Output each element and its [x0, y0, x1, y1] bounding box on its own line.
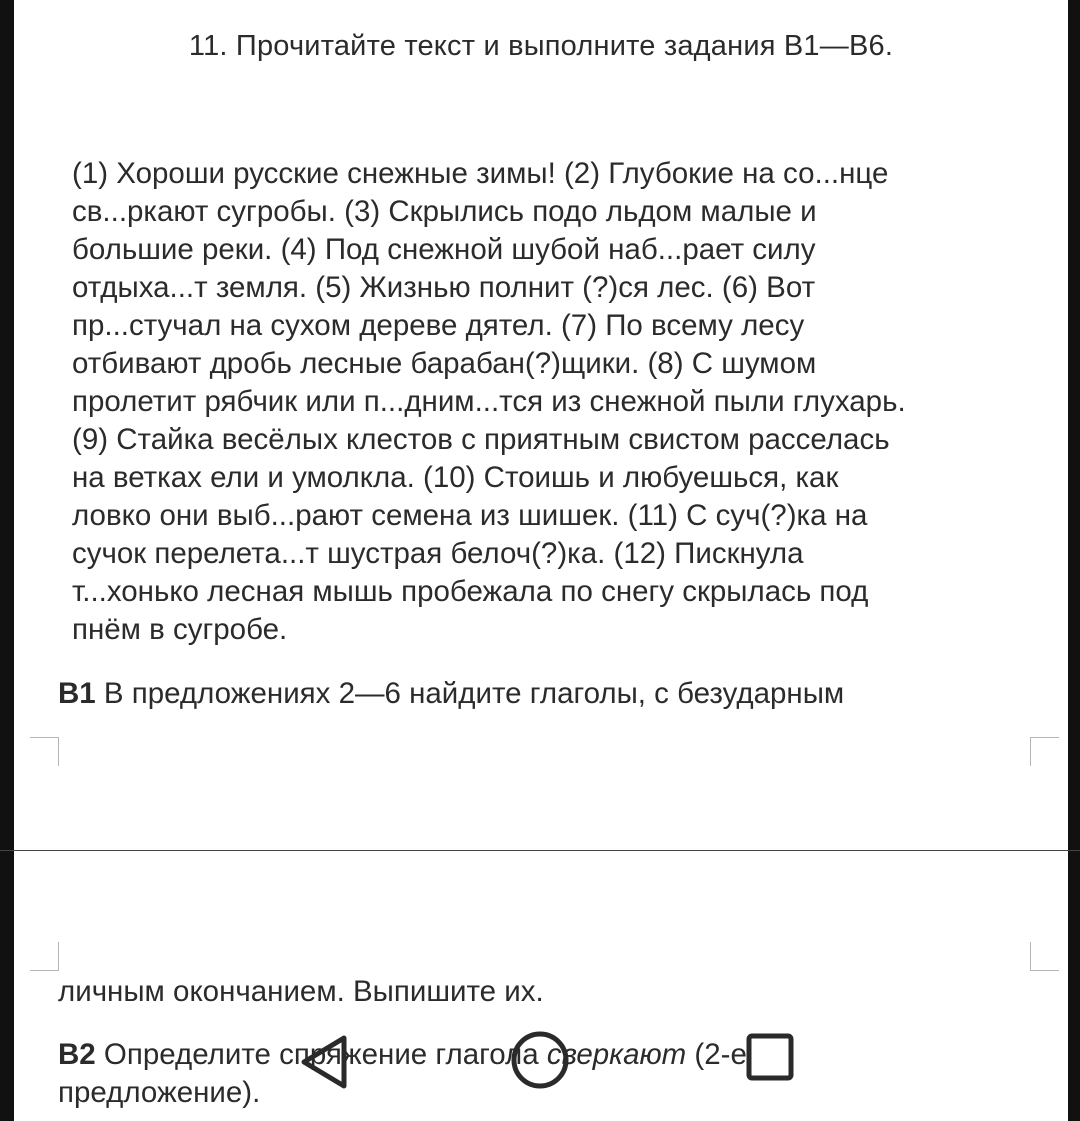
task-b1-continuation: личным окончанием. Выпишите их. [58, 975, 544, 1008]
passage-line: т...хонько лесная мышь пробежала по снегу скрылась под [72, 575, 869, 608]
page-corner-mark [1030, 737, 1059, 766]
task-b2-text: Определите спряжение глагола [95, 1038, 547, 1071]
passage-line: отбивают дробь лесные барабан(?)щики. (8) С шумом [72, 347, 817, 380]
passage-line: св...ркают сугробы. (3) Скрылись подо льдом малые и [72, 195, 817, 228]
screen-frame-right [1068, 0, 1080, 1121]
passage-line: (9) Стайка весёлых клестов с приятным свистом расселась [72, 423, 890, 456]
exercise-heading: 11. Прочитайте текст и выполните задания В1—В6. [188, 30, 894, 62]
passage-line: большие реки. (4) Под снежной шубой наб...рает силу [72, 233, 816, 266]
passage-line: пнём в сугробе. [72, 613, 288, 646]
passage-line: на ветках ели и умолкла. (10) Стоишь и любуешься, как [72, 461, 839, 494]
task-b2-label: В2 [58, 1038, 96, 1071]
task-b2-line2: предложение). [58, 1076, 261, 1109]
screen-frame-left [0, 0, 14, 1121]
passage-line: (1) Хороши русские снежные зимы! (2) Глубокие на со...нце [72, 157, 889, 190]
task-b1 [58, 675, 844, 713]
task-b2-text-after: (2-е [686, 1038, 747, 1071]
passage-line: отдыха...т земля. (5) Жизнью полнит (?)ся лес. (6) Вот [72, 271, 816, 304]
page-corner-mark [30, 942, 59, 971]
passage-line: пролетит рябчик или п...дним...тся из снежной пыли глухарь. [72, 385, 906, 418]
document-page[interactable] [14, 0, 1068, 1121]
page-break-line [0, 850, 1080, 851]
passage-line: пр...стучал на сухом дереве дятел. (7) По всему лесу [72, 309, 805, 342]
passage-text [72, 155, 1032, 649]
passage-line: сучок перелета...т шустрая белоч(?)ка. (12) Пискнула [72, 537, 804, 570]
page-corner-mark [1030, 942, 1059, 971]
task-b2 [58, 1036, 747, 1074]
task-b1-label: В1 [58, 677, 96, 710]
passage-line: ловко они выб...рают семена из шишек. (11) С суч(?)ка на [72, 499, 868, 532]
task-b1-text: В предложениях 2—6 найдите глаголы, с безударным [95, 677, 845, 710]
page-corner-mark [30, 737, 59, 766]
task-b2-verb: сверкают [546, 1038, 687, 1071]
